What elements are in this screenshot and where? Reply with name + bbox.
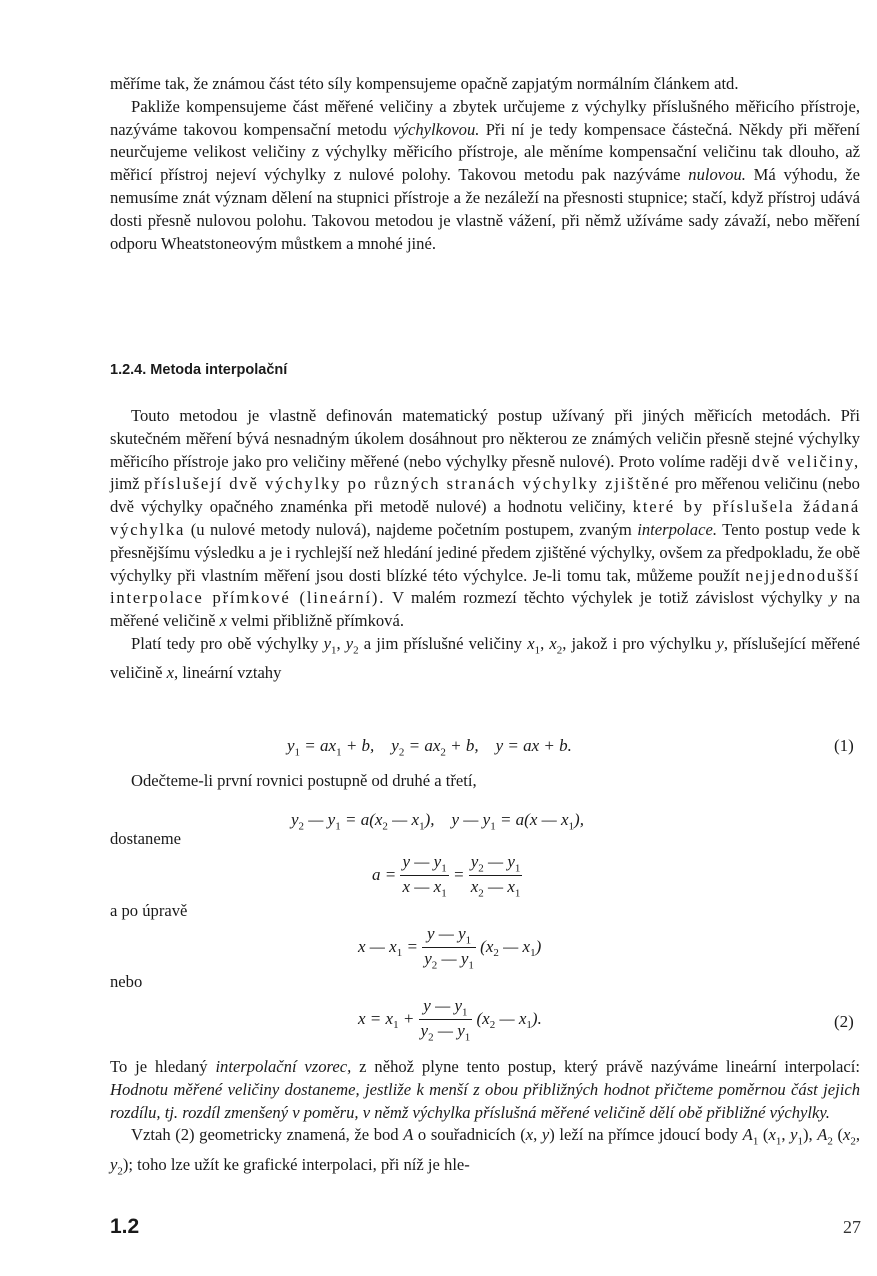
equation-difference: $y_2$ — $y_1 = a(x_2$ — $x_1$), y — $y_1 = a(x$ — $x_1$), [291, 810, 584, 833]
equation-2-number: (2) [834, 1012, 854, 1031]
label-nebo: nebo [110, 972, 143, 991]
closing-text [110, 1056, 860, 1183]
paragraph-3: Touto metodou je vlastně definován matematický postup užívaný při jiných měřicích metodách. Při skutečném měření bývá nesnadným úkolem dosáhnout pro některou ze známých veličin přesně stejné výchylky měřicího přístroje jako pro veličiny měřené (nebo výchylky přesně nulové). Proto volíme raději dvě veličiny, jimž příslušejí dvě výchylky po různých stranách výchylky zjištěné pro měřenou veličinu (nebo dvě výchylky opačného znaménka při metodě nulové) a hodnotu veličiny, které by příslušela žádaná výchylka (u nulové metody nulová), najdeme početním postupem, zvaným interpolace. Tento postup vede k přesnějšímu výsledku a je i rychlejší než hledání jediné předem zjištěné výchylky, ovšem za předpokladu, že obě výchylky při vlastním měření jsou dosti blízké této výchylce. Je-li tomu tak, můžeme použít nejjednodušší interpolace přímkové (lineární). V malém rozmezí těchto výchylek je totiž závislost výchylky y na měřené veličině x velmi přibližně přímková. [110, 406, 861, 631]
intro-text [110, 73, 860, 255]
equation-x-diff: x — $x_1$ = $\frac{y — y_1}{y_2 — y_1}$ ($x_2$ — $x_1$) [358, 924, 542, 972]
section-heading: 1.2.4. Metoda interpolační [110, 362, 288, 378]
equation-1-number: (1) [834, 736, 854, 755]
label-dostaneme: dostaneme [110, 829, 181, 848]
equation-a: a = $\frac{y — y_1}{x — x_1}$ = $\frac{y_2 — y_1}{x_2 — x_1}$ [372, 852, 521, 900]
equation-2: $x = x_1$ + $\frac{y — y_1}{y_2 — y_1}$ ($x_2$ — $x_1$). [358, 996, 542, 1044]
paragraph-6: Vztah (2) geometricky znamená, že bod A o souřadnicích (x, y) leží na přímce jdoucí body $A_1$ ($x_1$, $y_1$), $A_2$ ($x_2$, $y_2$); toho lze užít ke grafické interpolaci, při níž je hle- [110, 1125, 861, 1177]
odecteme-text: Odečteme-li první rovnici postupně od druhé a třetí, [131, 771, 477, 790]
equation-1: $y_1 = ax_1 + b$, $y_2 = ax_2 + b$, y = ax + b. [287, 736, 572, 759]
main-text [110, 405, 860, 685]
paragraph-4: Platí tedy pro obě výchylky $y_1$, $y_2$ a jim příslušné veličiny $x_1$, $x_2$, jakož i pro výchylku y, příslušející měřené veličině x, lineární vztahy [110, 633, 861, 683]
paragraph-2: Pakliže kompensujeme část měřené veličiny a zbytek určujeme z výchylky příslušného měřicího přístroje, nazýváme takovou kompensační metodu výchylkovou. Při ní je tedy kompensace částečná. Někdy při měření neurčujeme velikost veličiny z výchylky měřicího přístroje, ale měníme kompensační veličinu tak dlouho, až měřicí přístroj nejeví výchylky z nulové polohy. Takovou metodu pak nazýváme nulovou. Má výhodu, že nemusíme znát význam dělení na stupnici přístroje a že nezáleží na přesnosti stupnice; stačí, když přístroj udává dosti přesně nulovou polohu. Takovou metodou je vlastně vážení, při němž užíváme sady závaží, nebo měření odporu Wheatstoneovým můstkem a mnohé jiné. [110, 96, 860, 253]
footer-section-number: 1.2 [110, 1215, 140, 1238]
paragraph-5: To je hledaný interpolační vzorec, z něhož plyne tento postup, který právě nazýváme lineární interpolací: Hodnotu měřené veličiny dostaneme, jestliže k menší z obou přibližných hodnot přičteme poměrnou část jejich rozdílu, tj. rozdíl zmenšený v poměru, v němž výchylka příslušná měřené veličině dělí obě přibližné výchylky. [110, 1057, 860, 1122]
page-number: 27 [843, 1217, 861, 1237]
label-po-uprave: a po úpravě [110, 901, 188, 920]
paragraph-1: měříme tak, že známou část této síly kompensujeme opačně zapjatým normálním článkem atd. [110, 74, 739, 93]
